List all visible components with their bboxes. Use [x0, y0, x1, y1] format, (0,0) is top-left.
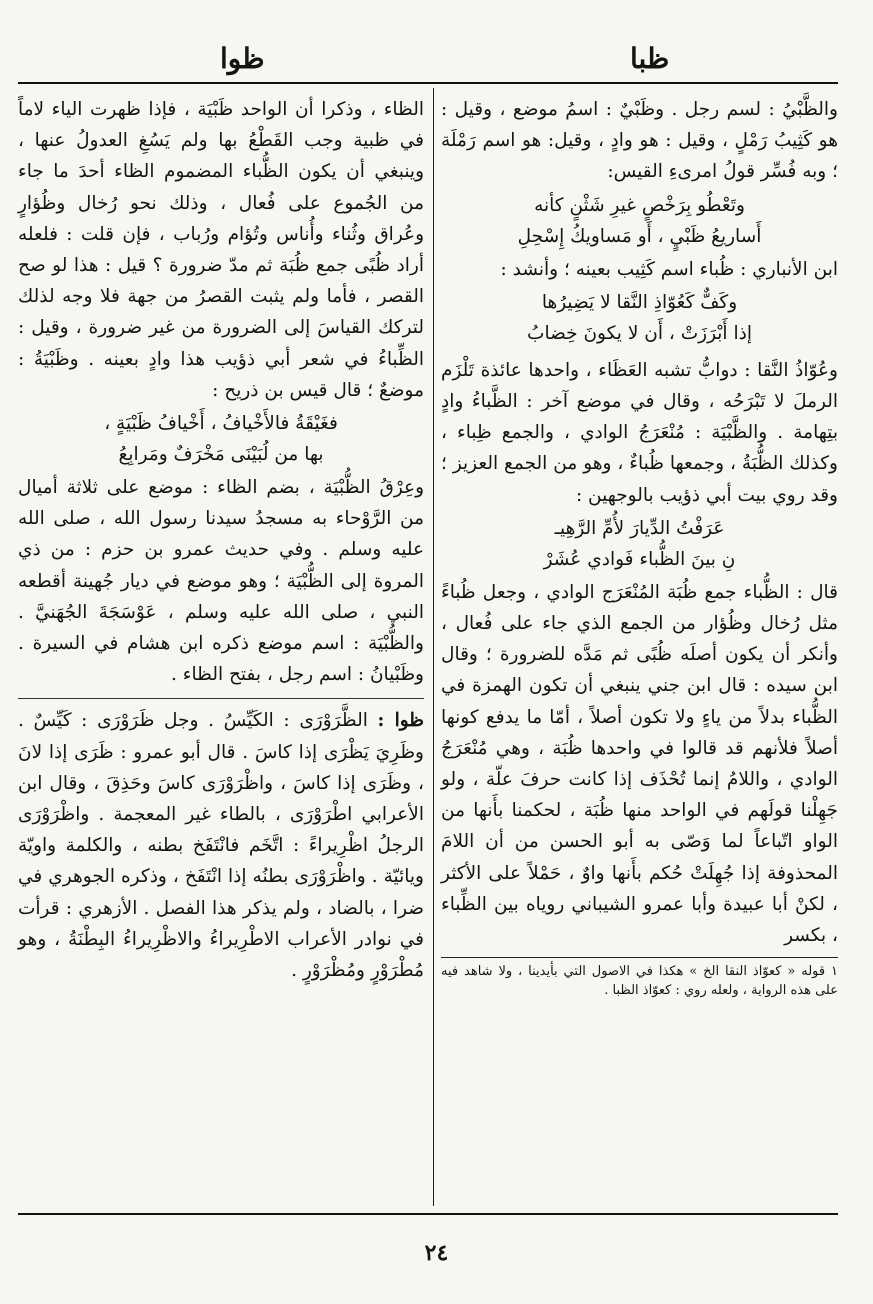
- footnote: ١ قوله « كعوّاذ النقا الخ » هكذا في الاصول التي بأيدينا ، ولا شاهد فيه على هذه الرواية ، ولعله روي : كعوّاذ الظبا .: [441, 964, 838, 999]
- verse-line: عَرَفْتُ الدِّيارَ لأُمِّ الرَّهِيـ: [554, 517, 725, 539]
- verse-line: أَساريعُ ظَبْيٍ ، أَو مَساويكُ إِسْحِلِ: [517, 225, 762, 247]
- column-divider: [433, 88, 434, 1206]
- verse-line: فغَيْقَةُ فالأَخْيافُ ، أَخْيافُ ظَبْيَةٍ ،: [104, 413, 338, 435]
- verse-line: نِ بينَ الظُّباء فَوادي عُشَرْ: [543, 548, 736, 570]
- right-verse-2: [441, 287, 838, 349]
- right-paragraph-1: والظَّبْيُ : لسم رجل . وظَبْيٌ : اسمُ موضع ، وقيل : هو كَثِيبُ رَمْلٍ ، وقيل : هو وادٍ ، وقيل: هو اسم رَمْلَة ؛ وبه فُسِّر قولُ امرىءِ القيس:: [441, 99, 838, 183]
- entry-headword: ظوا :: [377, 710, 424, 732]
- verse-line: إذا أَبْرَزَتْ ، أَن لا يكونَ خِضابُ: [527, 322, 752, 344]
- entry-separator: [18, 698, 424, 699]
- left-paragraph-1: الظاء ، وذكرا أن الواحد ظَبْيَة ، فإذا ظهرت الياء لاماً في ظبية وجب القَطْعُ بها ولم يَسُغِ العدولُ عنها ، وينبغي أن يكون الظُّباء المضموم الظاء أحدَ ما جاء من الجُموع على فُعال ، وذلك نحو رُخال وظُؤارٍ وعُراق وثُناء وأُناس وتُؤام ورُباب ، فإن قلت : فلعله أراد ظُبًى جمع ظُبَة ثم مدّ ضرورة ؟ قيل : هذا لو صح القصر ، فأما ولم يثبت القصرُ من جهة فلا وجه لذلك لتركك القياسَ إلى الضرورة من غير ضرورة ، وقيل : الظِّباءُ في شعر أبي ذؤيب هذا وادٍ بعينه . وظَبْيَةُ : موضعٌ ؛ قال قيس بن ذريح :: [18, 99, 424, 401]
- left-column: [18, 94, 424, 986]
- right-verse-1: [441, 190, 838, 252]
- page-number: ٢٤: [424, 1240, 449, 1266]
- top-rule: [18, 82, 838, 84]
- header-left-word: ظوا: [220, 42, 265, 75]
- verse-line: وتَعْطُو بِرَخْصٍ غيرِ شَثْنٍ كأنه: [534, 194, 745, 216]
- left-paragraph-2: وعِرْقُ الظُّبْيَة ، بضم الظاء : موضع على ثلاثة أميال من الرَّوْحاء به مسجدُ سيدنا رسول الله ، صلى الله عليه وسلم . وفي حديث عمرو بن حزم : من ذي المروة إلى الظُّبْيَة ؛ وهو موضع في ديار جُهينة أقطعه النبي ، صلى الله عليه وسلم ، عَوْسَجَةَ الجُهَنيَّ . والظُّبْيَة : اسم موضع ذكره ابن هشام في السيرة . وظَبْيانُ : اسم رجل ، بفتح الظاء .: [18, 477, 424, 686]
- right-column: [441, 94, 838, 1000]
- header-right-word: ظبا: [630, 42, 670, 75]
- page-header: [18, 38, 838, 82]
- left-paragraph-3: [18, 705, 424, 986]
- bottom-rule: [18, 1213, 838, 1215]
- footnote-rule: [441, 957, 838, 958]
- right-verse-3: [441, 513, 838, 575]
- right-paragraph-3: وعُوّاذُ النَّقا : دوابُّ تشبه العَظَاء ، واحدها عائذة تَلْزَم الرملَ لا تَبْرَحُه ، وقال في موضع آخر : الظَّباءُ وادٍ بتِهامة . والظَّبْيَة : مُنْعَرَجُ الوادي ، والجمع ظِباء ، وكذلك الظُّبَةُ ، وجمعها ظُباءٌ ، وهو من الجمع العزيز ؛ وقد روي بيت أبي ذؤيب بالوجهين :: [441, 359, 838, 506]
- right-paragraph-2: ابن الأنباري : ظُباء اسم كَثِيب بعينه ؛ وأنشد :: [500, 258, 838, 280]
- entry-text: الظَّرَوْرَى : الكَيِّسُ . وجل ظَرَوْرَى : كَيِّسٌ . وظَرِيَ يَظْرَى إذا كاسَ . قال أبو عمرو : ظَرَى إذا لانَ ، وظَرَى إذا كاسَ ، واظْرَوْرَى كاسَ وحَذِقَ ، وقال ابن الأعرابي اطْرَوْرَى ، بالطاء غير المعجمة . واظْرَوْرَى الرجلُ اظْرِيراءً : اتَّخَم فانْتَفَخ بطنه ، والكلمة واويّة ويائيّة . واظْرَوْرَى بطنُه إذا انْتَفَخ ، وذكره الجوهري في ضرا ، بالضاد ، ولم يذكر هذا الفصل . الأزهري : قرأت في نوادر الأعراب الاطْرِيراءُ والاظْرِيراءُ البِطْنَةُ ، وهو مُطْرَوْرٍ ومُظْرَوْرٍ .: [18, 710, 424, 982]
- left-verse-1: [18, 408, 424, 470]
- verse-line: وكَفٌّ كَعُوّاذِ النَّقا لا يَضِيرُها: [541, 291, 738, 313]
- right-paragraph-4: قال : الظُّباء جمع ظُبَة المُنْعَرَج الوادي ، وجعل ظُباءً مثل رُخال وظُؤار من الجمع الذي جاء على فُعال ، وأنكر أن يكون أصلَه ظُبًى ثم مَدَّه للضرورة ؛ وقال ابن سيده : قال ابن جني ينبغي أن تكون الهمزة في الظُّباء بدلاً من ياءٍ ولا تكون أصلاً ، أمّا ما يدفع كونها أصلاً فلأنهم قد قالوا في واحدها ظُبَة ، وهي مُنْعَرَجُ الوادي ، واللامُ إنما تُحْذَف إذا كانت حرفَ علّة ، ولو جَهِلْنا قولَهم في الواحد منها ظُبَة ، لحكمنا بأَنها من الواو اتّباعاً لما وَصّى به أبو الحسن من أن اللامَ المحذوفة إذا جُهِلَتْ حُكم بأَنها واوٌ ، حَمْلاً على الأكثر ، لكنْ أبا عبيدة وأبا عمرو الشيباني روياه بين الظِّباء ، بكسر: [441, 581, 838, 947]
- verse-line: بها من لُبَيْنَى مَخْرَفٌ ومَرابِعُ: [118, 444, 324, 466]
